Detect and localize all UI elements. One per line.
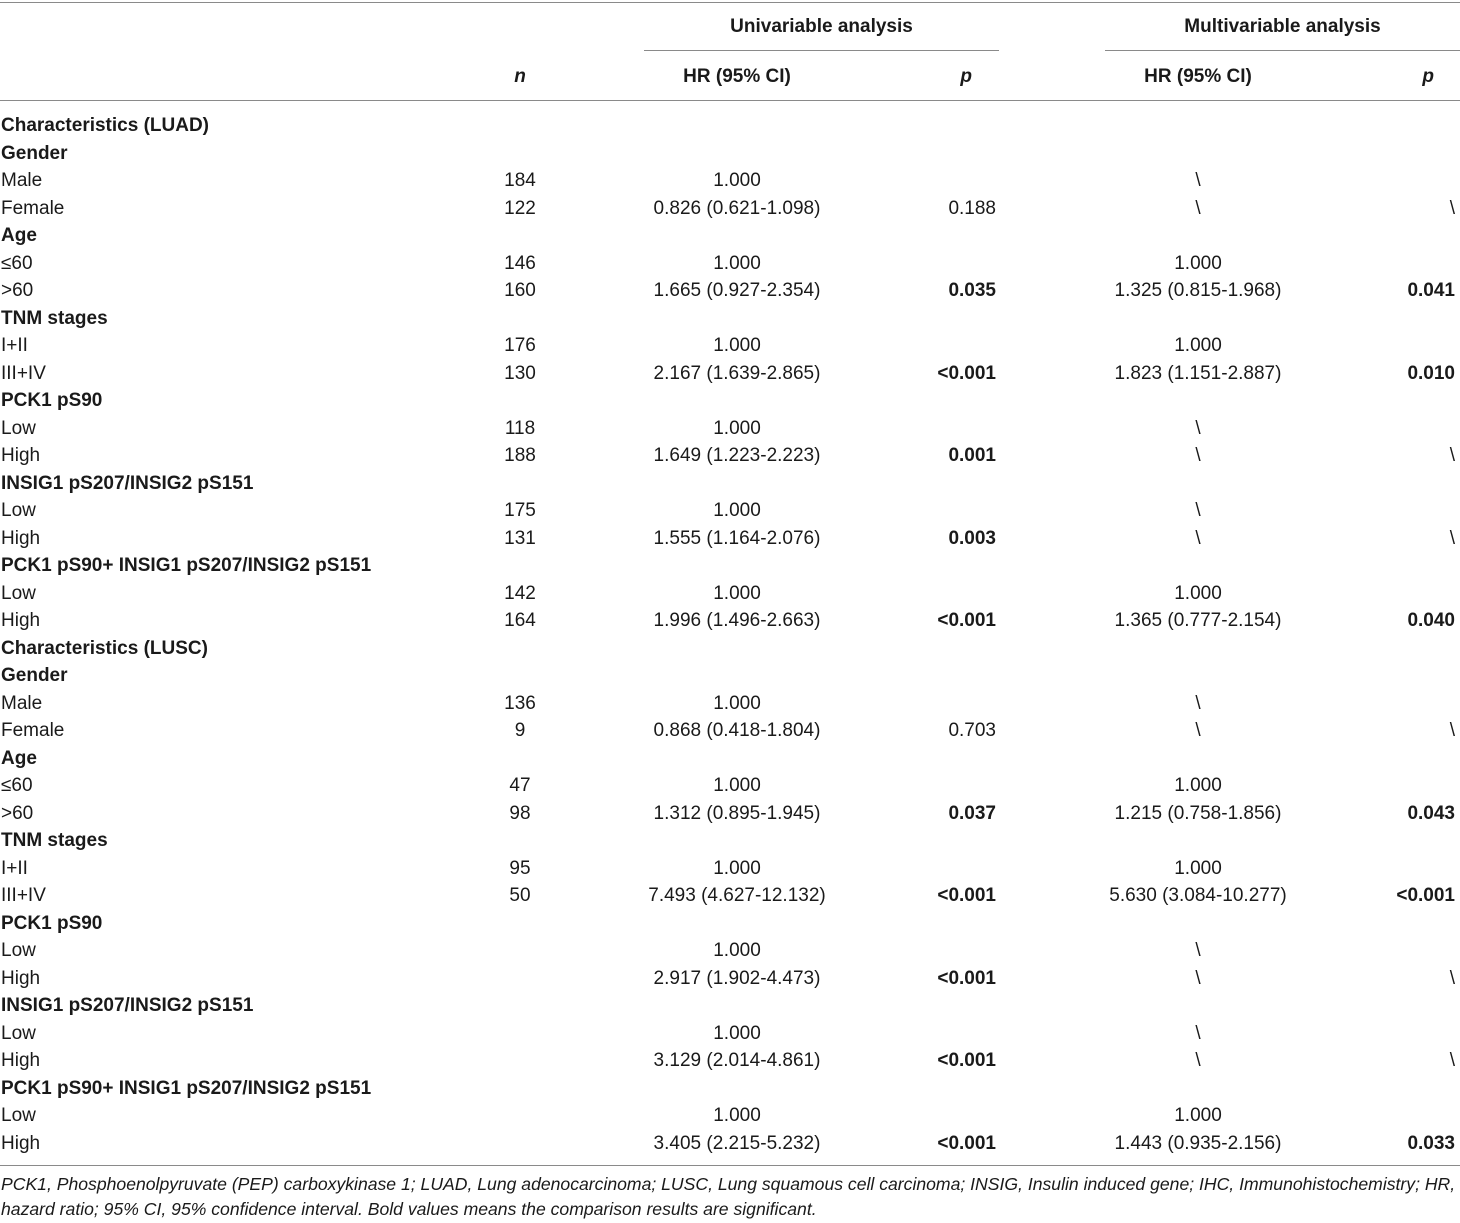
row-label: Female [1,720,65,741]
table-body [0,112,1460,1157]
header-hr-multivariable: HR (95% CI) [1144,66,1252,87]
header-hr-univariable: HR (95% CI) [683,66,791,87]
row-hr-univariable: 3.129 (2.014-4.861) [653,1050,821,1071]
row-hr-univariable: 1.000 [713,582,761,604]
row-p-univariable: <0.001 [937,885,996,906]
row-p-multivariable: <0.001 [1396,885,1455,906]
row-n: 131 [504,527,536,549]
row-hr-univariable: 3.405 (2.215-5.232) [653,1132,821,1154]
header-p-multivariable: p [1422,66,1434,87]
row-label: Low [1,582,36,604]
row-label: PCK1 pS90+ INSIG1 pS207/INSIG2 pS151 [1,1077,372,1099]
row-label: Age [1,225,37,246]
row-hr-univariable: 1.000 [713,692,761,714]
row-hr-univariable: 1.000 [713,1022,761,1044]
section-heading-row [0,552,1460,580]
table-row [0,607,1460,635]
row-hr-univariable: 1.665 (0.927-2.354) [653,280,821,301]
row-n: 146 [504,252,536,274]
row-p-multivariable: \ [1449,527,1455,549]
row-label: TNM stages [1,830,108,851]
table-row [0,525,1460,553]
row-n: 188 [504,445,536,466]
row-label: Gender [1,142,68,164]
row-label: Age [1,747,37,769]
row-n: 9 [514,720,526,741]
row-p-multivariable: 0.040 [1407,610,1455,631]
header-p-univariable: p [960,66,972,87]
row-hr-multivariable: 1.823 (1.151-2.887) [1114,362,1282,384]
row-hr-univariable: 1.000 [713,857,761,879]
row-hr-multivariable: 1.000 [1174,582,1222,604]
section-heading-row [0,992,1460,1020]
row-p-univariable: 0.001 [948,445,996,466]
table-row [0,882,1460,910]
table-row [0,1102,1460,1130]
row-n: 142 [504,582,536,604]
table-row [0,167,1460,195]
row-label: PCK1 pS90 [1,390,103,411]
row-label: TNM stages [1,307,108,329]
row-hr-univariable: 1.000 [713,170,761,191]
row-label: ≤60 [1,252,33,274]
table-row [0,580,1460,608]
table-row [0,717,1460,745]
table-row [0,497,1460,525]
row-hr-univariable: 1.000 [713,252,761,274]
row-label: >60 [1,802,34,824]
row-label: INSIG1 pS207/INSIG2 pS151 [1,472,254,494]
table-row [0,690,1460,718]
section-heading-row [0,112,1460,140]
row-p-univariable: 0.188 [948,197,996,219]
row-n: 164 [504,610,536,631]
row-n: 136 [504,692,536,714]
row-n: 175 [504,500,536,521]
row-hr-multivariable: \ [1195,445,1201,466]
row-label: Male [1,692,43,714]
section-heading-row [0,910,1460,938]
table-row [0,332,1460,360]
row-label: III+IV [1,362,46,384]
row-hr-univariable: 2.167 (1.639-2.865) [653,362,821,384]
row-label: High [1,445,41,466]
row-hr-multivariable: 1.443 (0.935-2.156) [1114,1132,1282,1154]
row-p-multivariable: \ [1449,1050,1455,1071]
table-top-rule [0,2,1460,3]
row-hr-univariable: 1.000 [713,500,761,521]
row-hr-multivariable: \ [1195,940,1201,961]
row-hr-univariable: 1.000 [713,335,761,356]
section-heading-row [0,1075,1460,1103]
row-p-univariable: <0.001 [937,1132,996,1154]
table-row [0,965,1460,993]
table-row [0,1047,1460,1075]
table-row [0,800,1460,828]
row-label: Characteristics (LUAD) [1,115,209,136]
row-label: High [1,1132,41,1154]
row-label: High [1,967,41,989]
row-label: Low [1,500,36,521]
row-p-univariable: 0.703 [948,720,996,741]
multivariable-underline [1105,50,1460,51]
section-heading-row [0,140,1460,168]
header-univariable: Univariable analysis [730,16,913,37]
row-label: High [1,527,41,549]
row-label: High [1,610,41,631]
row-hr-univariable: 1.000 [713,417,761,439]
row-p-multivariable: \ [1449,197,1455,219]
row-label: Female [1,197,65,219]
row-label: ≤60 [1,775,33,796]
row-hr-univariable: 0.826 (0.621-1.098) [653,197,821,219]
row-n: 50 [509,885,531,906]
row-hr-multivariable: 1.325 (0.815-1.968) [1114,280,1282,301]
row-n: 160 [504,280,536,301]
row-p-multivariable: 0.010 [1407,362,1455,384]
row-hr-multivariable: \ [1195,1022,1201,1044]
row-label: Characteristics (LUSC) [1,637,208,659]
row-p-univariable: <0.001 [937,362,996,384]
row-label: I+II [1,857,28,879]
table-footnote: PCK1, Phosphoenolpyruvate (PEP) carboxykinase 1; LUAD, Lung adenocarcinoma; LUSC, Lung squamous cell carcinoma; INSIG, Insulin induced gene; IHC, Immunohistochemistry; HR, hazard ratio; 95% CI, 95% confidence interval. Bold values means the comparison results are significant. [1,1174,1456,1219]
row-label: INSIG1 pS207/INSIG2 pS151 [1,995,254,1016]
row-p-multivariable: 0.033 [1407,1132,1455,1154]
row-n: 98 [509,802,531,824]
row-p-univariable: <0.001 [937,967,996,989]
header-multivariable: Multivariable analysis [1184,16,1381,37]
table-row [0,1020,1460,1048]
header-n: n [514,66,526,87]
section-heading-row [0,745,1460,773]
row-label: Low [1,1105,36,1126]
row-label: PCK1 pS90+ INSIG1 pS207/INSIG2 pS151 [1,555,372,576]
row-label: Gender [1,665,68,686]
row-hr-univariable: 1.312 (0.895-1.945) [653,802,821,824]
row-hr-multivariable: \ [1195,967,1201,989]
row-hr-multivariable: 1.215 (0.758-1.856) [1114,802,1282,824]
row-hr-univariable: 1.649 (1.223-2.223) [653,445,821,466]
row-p-multivariable: \ [1449,445,1455,466]
row-hr-multivariable: 1.000 [1174,857,1222,879]
row-label: III+IV [1,885,46,906]
section-heading-row [0,222,1460,250]
row-p-multivariable: \ [1449,720,1455,741]
row-p-univariable: 0.003 [948,527,996,549]
row-hr-multivariable: \ [1195,1050,1201,1071]
row-p-multivariable: 0.041 [1407,280,1455,301]
row-hr-univariable: 1.555 (1.164-2.076) [653,527,821,549]
row-hr-univariable: 1.996 (1.496-2.663) [653,610,821,631]
row-p-univariable: <0.001 [937,610,996,631]
section-heading-row [0,387,1460,415]
row-label: Low [1,1022,36,1044]
table-row [0,442,1460,470]
row-n: 95 [509,857,531,879]
row-hr-multivariable: 1.000 [1174,775,1222,796]
header-bottom-rule [0,100,1460,101]
row-hr-multivariable: 1.365 (0.777-2.154) [1114,610,1282,631]
table-row [0,195,1460,223]
section-heading-row [0,635,1460,663]
section-heading-row [0,470,1460,498]
row-label: Low [1,940,36,961]
row-p-multivariable: \ [1449,967,1455,989]
row-n: 184 [504,170,536,191]
row-hr-multivariable: \ [1195,170,1201,191]
univariable-underline [644,50,999,51]
section-heading-row [0,827,1460,855]
row-n: 47 [509,775,531,796]
row-hr-multivariable: \ [1195,500,1201,521]
row-n: 130 [504,362,536,384]
row-hr-multivariable: \ [1195,417,1201,439]
section-heading-row [0,662,1460,690]
row-hr-univariable: 1.000 [713,940,761,961]
row-hr-multivariable: 1.000 [1174,335,1222,356]
row-label: >60 [1,280,34,301]
row-label: PCK1 pS90 [1,912,103,934]
row-hr-multivariable: 1.000 [1174,1105,1222,1126]
row-label: High [1,1050,41,1071]
row-n: 122 [504,197,536,219]
row-label: Male [1,170,43,191]
row-hr-univariable: 7.493 (4.627-12.132) [648,885,826,906]
row-label: Low [1,417,36,439]
row-hr-multivariable: \ [1195,527,1201,549]
row-hr-multivariable: 5.630 (3.084-10.277) [1109,885,1287,906]
table-bottom-rule [0,1165,1460,1166]
table-row [0,415,1460,443]
row-n: 176 [504,335,536,356]
table-row [0,937,1460,965]
table-row [0,250,1460,278]
table-row [0,1130,1460,1158]
row-hr-univariable: 1.000 [713,1105,761,1126]
row-hr-univariable: 1.000 [713,775,761,796]
row-p-univariable: 0.037 [948,802,996,824]
row-p-univariable: <0.001 [937,1050,996,1071]
row-p-univariable: 0.035 [948,280,996,301]
row-hr-multivariable: \ [1195,197,1201,219]
row-label: I+II [1,335,28,356]
table-row [0,360,1460,388]
table-row [0,855,1460,883]
table-row [0,772,1460,800]
table-row [0,277,1460,305]
row-hr-multivariable: \ [1195,720,1201,741]
row-hr-multivariable: \ [1195,692,1201,714]
row-hr-univariable: 0.868 (0.418-1.804) [653,720,821,741]
row-hr-multivariable: 1.000 [1174,252,1222,274]
section-heading-row [0,305,1460,333]
row-hr-univariable: 2.917 (1.902-4.473) [653,967,821,989]
row-n: 118 [504,417,536,439]
row-p-multivariable: 0.043 [1407,802,1455,824]
